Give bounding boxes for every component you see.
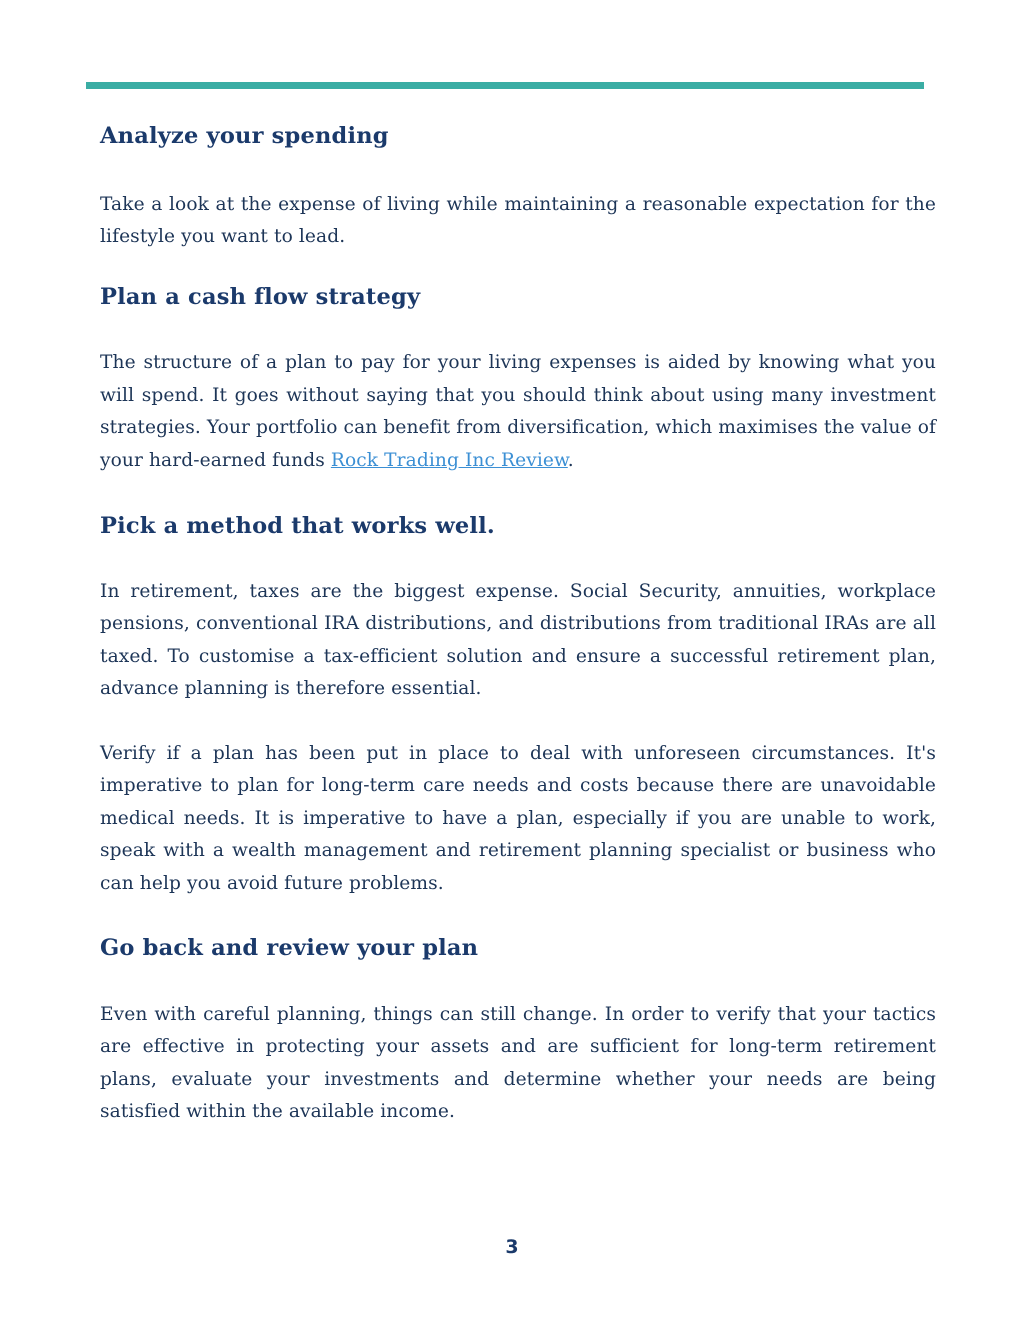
section-paragraph: Even with careful planning, things can still change. In order to verify that your tactics are effective in protecting your assets and are sufficient for long-term retirement plans, evaluate your investments and determine whether your needs are being satisfied within the available income. bbox=[100, 1003, 936, 1122]
page-number: 3 bbox=[505, 1236, 519, 1258]
top-accent-rule bbox=[86, 82, 924, 89]
section-paragraph-with-link bbox=[100, 347, 936, 477]
section-heading-review-plan: Go back and review your plan bbox=[100, 935, 479, 961]
section-paragraph: Take a look at the expense of living while maintaining a reasonable expectation for the lifestyle you want to lead. bbox=[100, 193, 936, 247]
section-heading-cash-flow-strategy: Plan a cash flow strategy bbox=[100, 283, 421, 310]
section-heading-analyze-spending: Analyze your spending bbox=[100, 123, 389, 149]
paragraph-text-end: . bbox=[567, 449, 574, 471]
section-paragraph: Verify if a plan has been put in place to deal with unforeseen circumstances. It's imperative to plan for long-term care needs and costs because there are unavoidable medical needs. It is imperative to have a plan, especially if you are unable to work, speak with a wealth management and retirement planning specialist or business who can help you avoid future problems. bbox=[100, 742, 936, 894]
section-heading-pick-method: Pick a method that works well. bbox=[100, 513, 495, 539]
section-paragraph: In retirement, taxes are the biggest expense. Social Security, annuities, workplace pensions, conventional IRA distributions, and distributions from traditional IRAs are all taxed. To customise a tax-efficient solution and ensure a successful retirement plan, advance planning is therefore essential. bbox=[100, 580, 936, 699]
paragraph-text: The structure of a plan to pay for your living expenses is aided by knowing what you will spend. It goes without saying that you should think about using many investment strategies. Your portfolio can benefit from diversification, which maximises the value of your hard-earned funds bbox=[100, 352, 936, 471]
document-body bbox=[100, 118, 936, 1129]
rock-trading-review-link[interactable]: Rock Trading Inc Review bbox=[330, 449, 568, 471]
